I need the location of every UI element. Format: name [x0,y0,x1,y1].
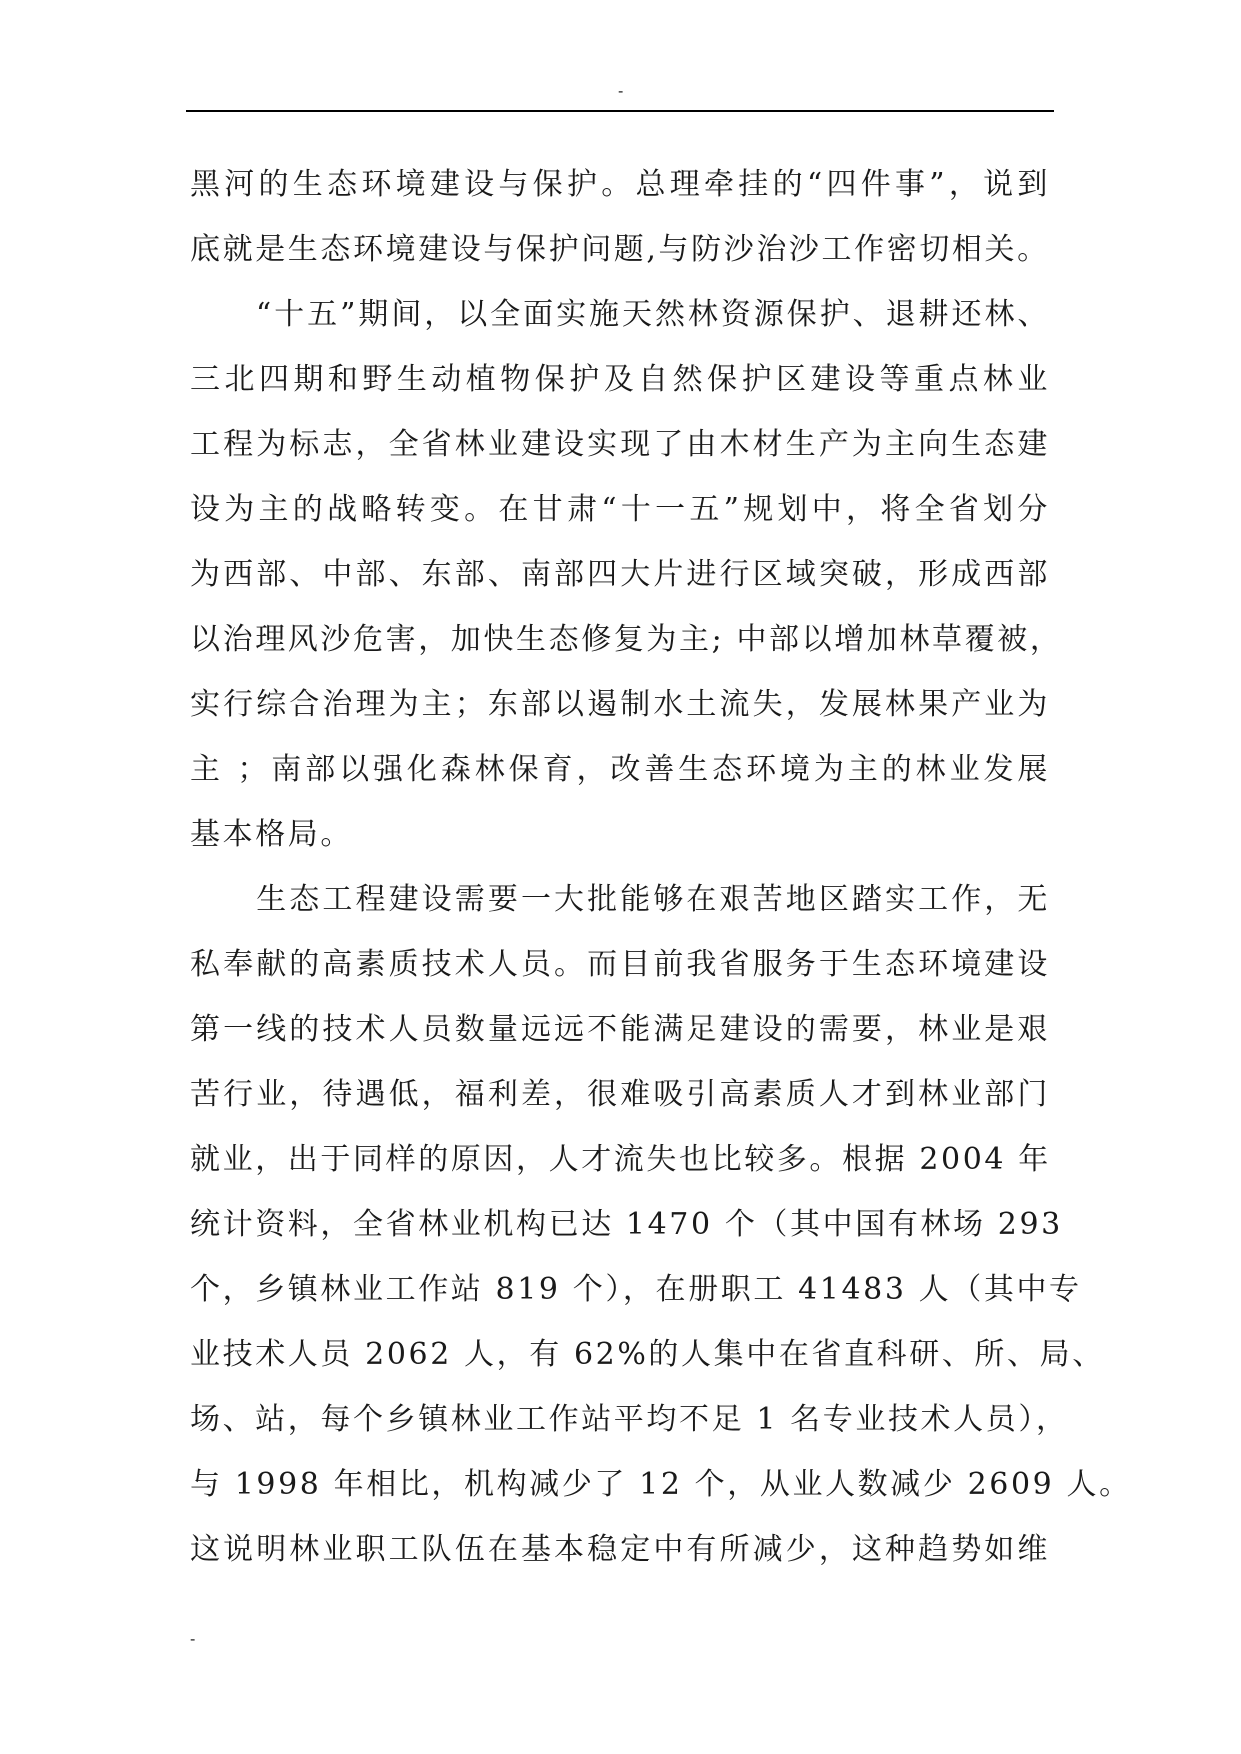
text-line: 以治理风沙危害，加快生态修复为主; 中部以增加林草覆被， [190,622,1063,657]
text-line: 黑河的生态环境建设与保护。总理牵挂的“四件事”，说到 [190,167,1050,202]
text-line: 工程为标志，全省林业建设实现了由木材生产为主向生态建 [190,427,1050,462]
text-line: 场、站，每个乡镇林业工作站平均不足 1 名专业技术人员）， [190,1402,1069,1437]
text-line: 实行综合治理为主；东部以遏制水土流失，发展林果产业为 [190,687,1050,722]
text-line: 基本格局。 [190,817,353,852]
text-line: 这说明林业职工队伍在基本稳定中有所减少，这种趋势如维 [190,1532,1050,1567]
header-rule [186,110,1054,112]
text-line: 生态工程建设需要一大批能够在艰苦地区踏实工作，无 [190,882,1050,917]
text-line: 苦行业，待遇低，福利差，很难吸引高素质人才到林业部门 [190,1077,1050,1112]
text-line: 底就是生态环境建设与保护问题,与防沙治沙工作密切相关。 [190,232,1050,267]
text-line: 设为主的战略转变。在甘肃“十一五”规划中，将全省划分 [190,492,1050,527]
text-line: 就业，出于同样的原因，人才流失也比较多。根据 2004 年 [190,1142,1051,1177]
text-line: 为西部、中部、东部、南部四大片进行区域突破，形成西部 [190,557,1050,592]
text-line: 个，乡镇林业工作站 819 个），在册职工 41483 人（其中专 [190,1272,1082,1307]
text-line: “十五”期间，以全面实施天然林资源保护、退耕还林、 [190,297,1050,332]
page-header-mark: - [618,83,624,100]
page-footer-mark: - [190,1631,196,1648]
document-body [190,152,1132,1582]
text-line: 与 1998 年相比，机构减少了 12 个，从业人数减少 2609 人。 [190,1467,1132,1502]
text-line: 统计资料，全省林业机构已达 1470 个（其中国有林场 293 [190,1207,1063,1242]
text-line: 业技术人员 2062 人，有 62%的人集中在省直科研、所、局、 [190,1337,1105,1372]
text-line: 主 ；南部以强化森林保育，改善生态环境为主的林业发展 [190,752,1050,787]
text-line: 三北四期和野生动植物保护及自然保护区建设等重点林业 [190,362,1050,397]
text-line: 第一线的技术人员数量远远不能满足建设的需要，林业是艰 [190,1012,1050,1047]
text-line: 私奉献的高素质技术人员。而目前我省服务于生态环境建设 [190,947,1050,982]
